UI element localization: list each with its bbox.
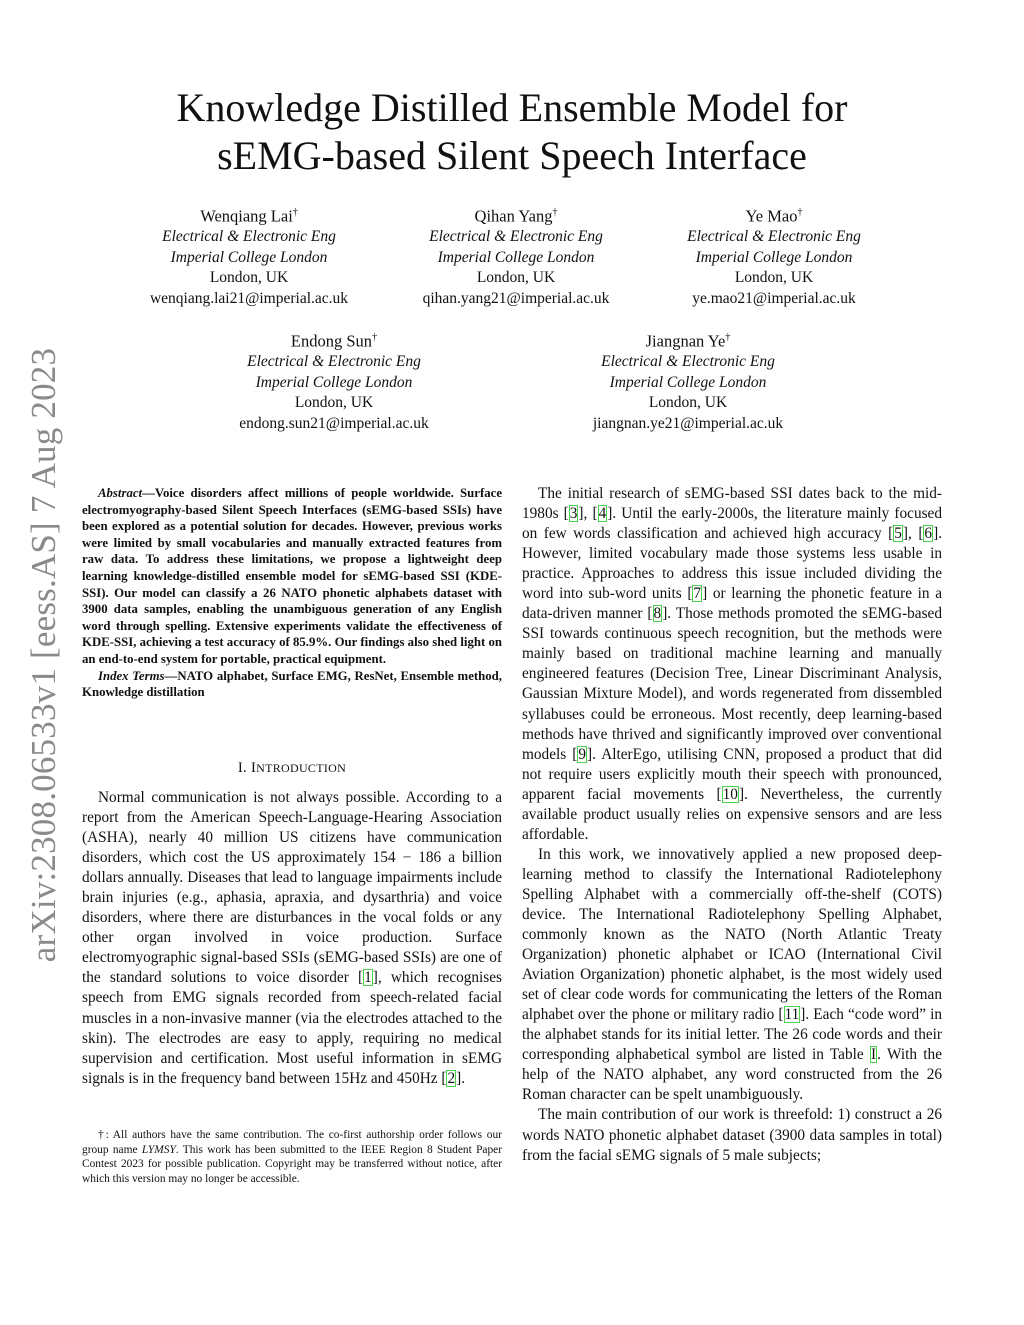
author-name: Qihan Yang (474, 206, 553, 226)
citation-link[interactable]: 5 (894, 525, 902, 543)
footnote-mark: † (98, 1129, 106, 1141)
author-name: Jiangnan Ye (645, 331, 726, 351)
author-org: Imperial College London (437, 248, 595, 266)
citation-link[interactable]: 11 (784, 1006, 800, 1024)
text-run: . With the help of the NATO alphabet, any word constructed from the 26 Roman character can be spelt unambiguously. (522, 1046, 942, 1104)
author-block-3 (624, 203, 924, 309)
author-name: Wenqiang Lai (200, 206, 293, 226)
text-run: In this work, we innovatively applied a new proposed deep-learning method to classify the International Radiotelephony Spelling Alphabet with a commercially off-the-shelf (COTS) device. The International Radiotelephony Spelling Alphabet, commonly known as the NATO (North Atlantic Treaty Organization) phonetic alphabet or ICAO (International Civil Aviation Organization) phonetic alphabet, is the most widely used set of clear code words for communicating the letters of the Roman alphabet over the phone or military radio (522, 845, 942, 1024)
author-name: Ye Mao (745, 206, 798, 226)
citation-link[interactable]: 4 (598, 505, 607, 523)
author-location: London, UK (476, 269, 556, 287)
footnote-text (82, 1128, 502, 1186)
intro-paragraph-3: In this work, we innovatively applied a new proposed deep-learning method to classify the International Radiotelephony Spelling Alphabet with a commercially off-the-shelf (COTS) device. The International Radiotelephony Spelling Alphabet, commonly known as the NATO (North Atlantic Treaty Organization) phonetic alphabet or ICAO (International Civil Aviation Organization) phonetic alphabet, is the most widely used set of clear code words for communicating the letters of the Roman alphabet over the phone or military radio [11]. Each “code word” in the alphabet stands for its initial letter. The 26 code words and their corresponding alphabetical symbol are listed in Table I. With the help of the NATO alphabet, any word constructed from the 26 Roman character can be spelt unambiguously. (522, 845, 942, 1104)
intro-right-column (522, 484, 942, 1166)
index-terms (82, 668, 502, 701)
intro-paragraph-2: The initial research of sEMG-based SSI dates back to the mid-1980s [3], [4]. Until the early-2000s, the literature mainly focused on few words classification and achieved high accuracy [5], [6]. However, limited vocabulary made those systems less usable in practice. Approaches to address this issue included dividing the word into sub-word units [7] or learning the phonetic feature in a data-driven manner [8]. Those methods promoted the sEMG-based SSI towards continuous speech recognition, but the methods were mainly based on traditional machine learning and manually engineered features (Decision Tree, Linear Discriminant Analysis, Gaussian Mixture Model), and words regenerated from dissembled syllabuses could be erroneous. Most recently, deep learning-based methods have thrived and significantly improved over conventional models [9]. AlterEgo, utilising CNN, proposed a product that did not require users explicitly mouth their speech with pronounced, apparent facial movements [10]. Nevertheless, the currently available product usually relies on expensive sensors and are less affordable. (522, 485, 943, 843)
section-number: I. (237, 760, 247, 776)
author-dept: Electrical & Electronic Eng (429, 228, 603, 246)
citation-link[interactable]: 9 (578, 745, 587, 763)
text-run: . AlterEgo, utilising CNN, proposed a product that did not require users explicitly mouth their speech with pronounced, apparent facial movements (522, 745, 942, 803)
author-name: Endong Sun (290, 331, 373, 351)
intro-left-column (82, 788, 502, 1089)
author-mark: † (725, 332, 731, 343)
abstract-label: Abstract (98, 486, 143, 500)
text-run: The initial research of sEMG-based SSI dates back to the mid-1980s (522, 485, 942, 523)
index-terms-text: —NATO alphabet, Surface EMG, ResNet, Ensemble method, Knowledge distillation (82, 668, 502, 700)
citation-link[interactable]: 3 (569, 505, 578, 523)
author-dept: Electrical & Electronic Eng (601, 353, 775, 371)
abstract-paragraph (82, 485, 502, 668)
abstract-block (82, 485, 502, 701)
citation-link[interactable]: 7 (693, 585, 702, 603)
author-dept: Electrical & Electronic Eng (162, 228, 336, 246)
author-email[interactable]: wenqiang.lai21@imperial.ac.uk (149, 289, 349, 307)
paper-title (100, 84, 924, 180)
text-run: . Those methods promoted the sEMG-based SSI towards continuous speech recognition, but the methods were mainly based on traditional machine learning and manually engineered features (Decision Tree, Linear Discriminant Analysis, Gaussian Mixture Model), and words regenerated from dissembled syllabuses could be erroneous. Most recently, deep learning-based methods have thrived and significantly improved over conventional models (522, 605, 942, 763)
text-run: , (908, 525, 919, 543)
text-run: , (583, 505, 593, 523)
text-run: . (461, 1069, 466, 1087)
author-mark: † (797, 207, 803, 218)
text-run: : All authors have the same contribution. The co-first authorship order follows our group name (82, 1129, 502, 1156)
text-run: . This work has been submitted to the IEEE Region 8 Student Paper Contest 2023 for possible publication. Copyright may be transferred without notice, after which this version may no longer be accessible. (82, 1143, 502, 1185)
author-mark: † (372, 332, 378, 343)
author-block-1 (99, 203, 399, 309)
author-dept: Electrical & Electronic Eng (247, 353, 421, 371)
text-run: , which recognises speech from EMG signals recorded from speech-related facial muscles in a non-invasive manner (via the electrodes attached to the skin). The electrodes are easy to apply, requiring no medical supervision and certification. Most useful information in sEMG signals is in the frequency band between 15Hz and 450Hz (82, 969, 503, 1087)
text-run: . However, limited vocabulary made those systems less usable in practice. Approaches to address this issue included dividing the word into sub-word units (522, 525, 943, 603)
intro-paragraph-1: Normal communication is not always possible. According to a report from the American Speech-Language-Hearing Association (ASHA), nearly 40 million US citizens have communication disorders, which cost the US approximately 154 − 186 a billion dollars annually. Diseases that lead to language impairments include brain injuries (e.g., aphasia, apraxia, and dysarthria) and voice disorders, where there are disturbances in the vocal folds or any other organ involved in voice production. Surface electromyographic signal-based SSIs (sEMG-based SSIs) are one of the standard solutions to voice disorder [1], which recognises speech from EMG signals recorded from speech-related facial muscles in a non-invasive manner (via the electrodes attached to the skin). The electrodes are easy to apply, requiring no medical supervision and certification. Most useful information in sEMG signals is in the frequency band between 15Hz and 450Hz [2]. (82, 789, 503, 1087)
text-run: or learning the phonetic feature in a data-driven manner (522, 585, 942, 623)
citation-link[interactable]: 10 (722, 785, 738, 803)
citation-link[interactable]: 6 (924, 525, 933, 543)
author-email[interactable]: endong.sun21@imperial.ac.uk (239, 414, 429, 432)
citation-link[interactable]: 1 (364, 969, 372, 987)
author-location: London, UK (209, 269, 289, 287)
section-heading-introduction (82, 760, 502, 777)
section-title-initial: I (250, 760, 257, 776)
section-title-rest: NTRODUCTION (256, 761, 347, 775)
author-email[interactable]: qihan.yang21@imperial.ac.uk (422, 289, 610, 307)
author-location: London, UK (294, 394, 374, 412)
title-line-2: sEMG-based Silent Speech Interface (217, 133, 807, 178)
author-mark: † (292, 207, 298, 218)
author-email[interactable]: jiangnan.ye21@imperial.ac.uk (592, 414, 784, 432)
author-dept: Electrical & Electronic Eng (687, 228, 861, 246)
author-org: Imperial College London (170, 248, 328, 266)
title-line-1: Knowledge Distilled Ensemble Model for (176, 85, 848, 130)
author-org: Imperial College London (255, 373, 413, 391)
citation-link[interactable]: 8 (653, 605, 662, 623)
author-location: London, UK (648, 394, 728, 412)
author-org: Imperial College London (609, 373, 767, 391)
text-run: Normal communication is not always possible. According to a report from the American Speech-Language-Hearing Association (ASHA), nearly 40 million US citizens have communication disorders, which cost the US approximately 154 − 186 a billion dollars annually. Diseases that lead to language impairments include brain injuries (e.g., aphasia, apraxia, and dysarthria) and voice disorders, where there are disturbances in the vocal folds or any other organ involved in voice production. Surface electromyographic signal-based SSIs (sEMG-based SSIs) are one of the standard solutions to voice disorder (82, 789, 502, 987)
author-block-2 (366, 203, 666, 309)
intro-paragraph-4: The main contribution of our work is threefold: 1) construct a 26 words NATO phonetic alphabet dataset (3900 data samples in total) from the facial sEMG signals of 5 male subjects; (522, 1106, 942, 1164)
footnote (82, 1128, 502, 1186)
author-email[interactable]: ye.mao21@imperial.ac.uk (692, 289, 856, 307)
text-run: . Until the early-2000s, the literature mainly focused on few words classification and achieved high accuracy (522, 505, 942, 543)
author-location: London, UK (734, 269, 814, 287)
abstract-text: —Voice disorders affect millions of people worldwide. Surface electromyography-based Silent Speech Interfaces (sEMG-based SSIs) have been explored as a potential solution for decades. However, previous works were limited by small vocabularies and manually extracted features from raw data. To address these limitations, we propose a lightweight deep learning knowledge-distilled ensemble model for sEMG-based SSI (KDE-SSI). Our model can classify a 26 NATO phonetic alphabets dataset with 3900 data samples, enabling the unambiguous generation of any English word through spelling. Extensive experiments validate the effectiveness of KDE-SSI, achieving a test accuracy of 85.9%. Our findings also shed light on an end-to-end system for portable, practical equipment. (82, 486, 502, 666)
citation-link[interactable]: 2 (447, 1069, 456, 1087)
author-block-5 (538, 328, 838, 434)
group-name: LYMSY (141, 1143, 176, 1156)
table-link[interactable]: I (871, 1046, 877, 1064)
index-terms-label: Index Terms (98, 668, 165, 683)
text-run: . Each “code word” in the alphabet stands for its initial letter. The 26 code words and their corresponding alphabetical symbol are listed in Table (522, 1006, 942, 1064)
author-block-4 (184, 328, 484, 434)
text-run: . Nevertheless, the currently available product usually relies on expensive sensors and are less affordable. (522, 785, 942, 843)
author-org: Imperial College London (695, 248, 853, 266)
author-mark: † (552, 207, 558, 218)
arxiv-side-stamp: arXiv:2308.06533v1 [eess.AS] 7 Aug 2023 (24, 347, 63, 963)
